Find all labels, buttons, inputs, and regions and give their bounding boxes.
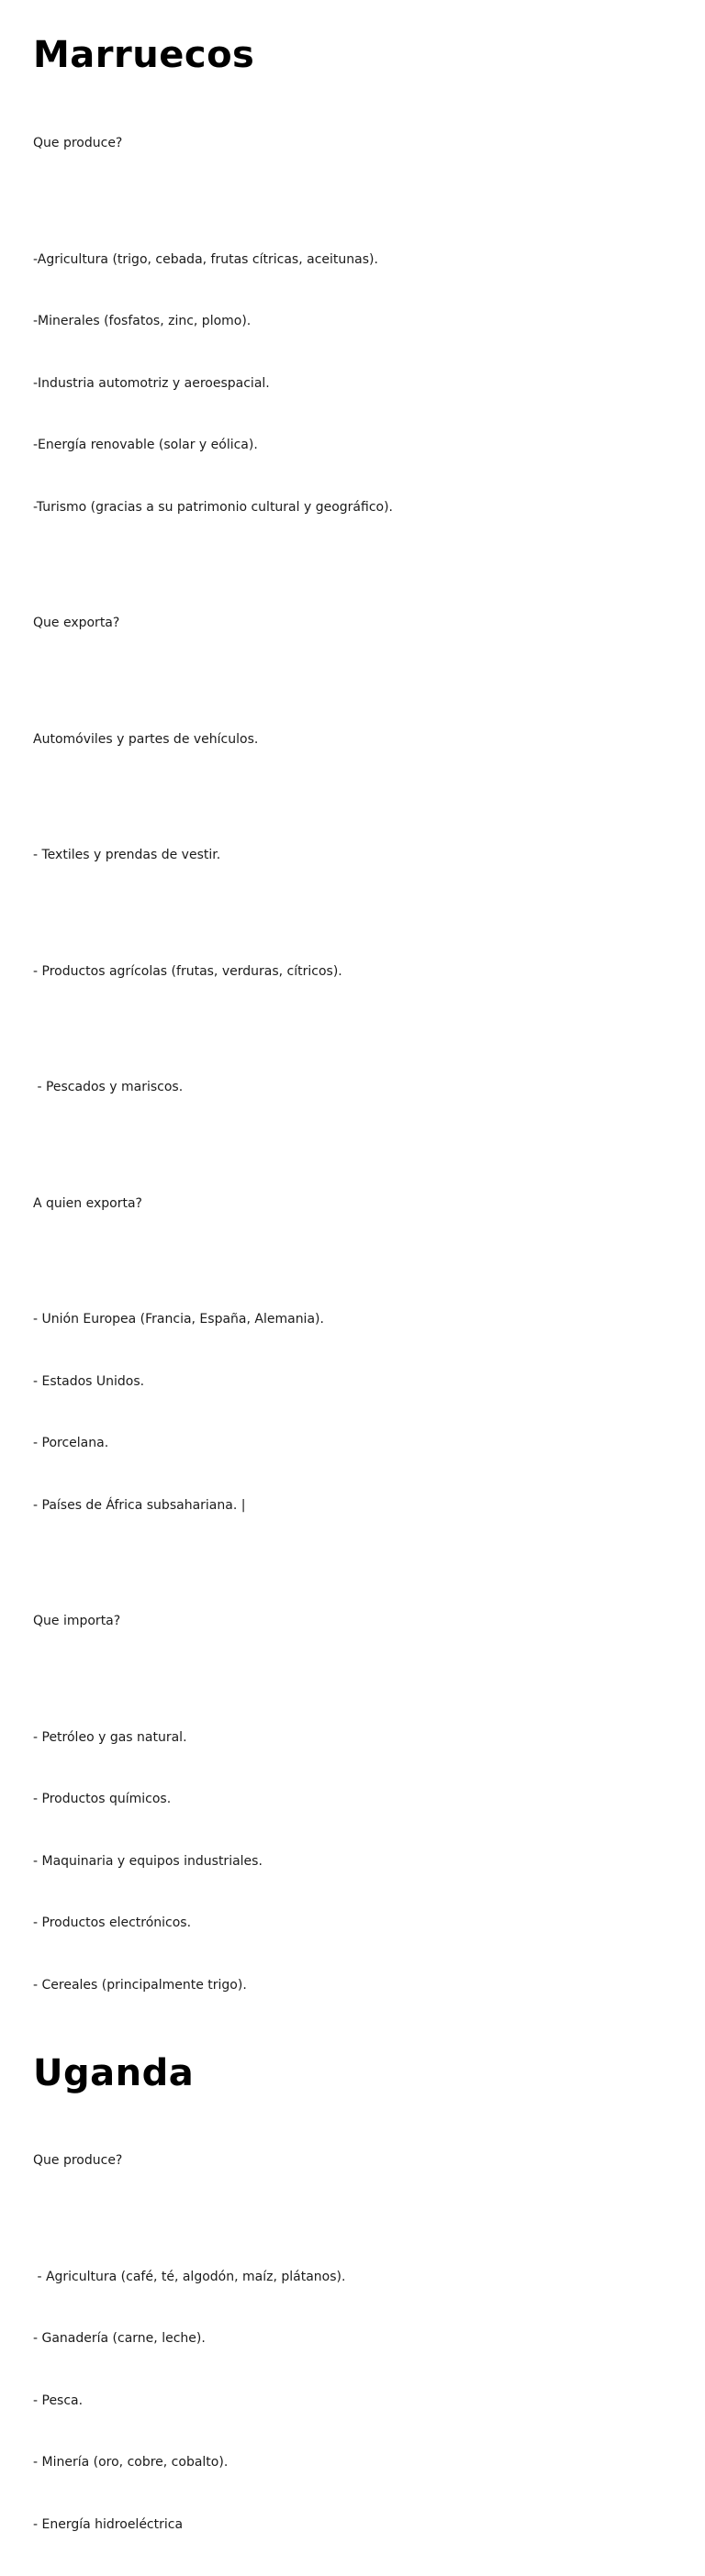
text-line: - Productos químicos. bbox=[33, 1789, 672, 1810]
paragraph bbox=[33, 1152, 672, 1256]
text-line: - Pescados y mariscos. bbox=[33, 1077, 672, 1098]
paragraph bbox=[33, 1686, 672, 2037]
text-line: -Agricultura (trigo, cebada, frutas cítricas, aceitunas). bbox=[33, 250, 672, 271]
document-page bbox=[0, 0, 705, 939]
text-line: Que produce? bbox=[33, 2150, 672, 2171]
text-line: A quien exporta? bbox=[33, 1194, 672, 1215]
text-line: Que exporta? bbox=[33, 613, 672, 634]
text-line: - Unión Europea (Francia, España, Alemania). bbox=[33, 1309, 672, 1330]
text-line: Que importa? bbox=[33, 1611, 672, 1632]
text-line: -Energía renovable (solar y eólica). bbox=[33, 435, 672, 456]
paragraph bbox=[33, 804, 672, 907]
paragraph bbox=[33, 1036, 672, 1139]
paragraph bbox=[33, 1570, 672, 1673]
text-line: - Productos electrónicos. bbox=[33, 1913, 672, 1934]
text-line: - Energía hidroeléctrica bbox=[33, 2515, 672, 2536]
text-line: Que produce? bbox=[33, 133, 672, 154]
text-line: -Turismo (gracias a su patrimonio cultural y geográfico). bbox=[33, 497, 672, 518]
text-line: - Productos agrícolas (frutas, verduras, cítricos). bbox=[33, 961, 672, 983]
paragraph bbox=[33, 2109, 672, 2213]
text-line: - Petróleo y gas natural. bbox=[33, 1727, 672, 1749]
paragraph bbox=[33, 1268, 672, 1557]
text-line: - Maquinaria y equipos industriales. bbox=[33, 1851, 672, 1872]
paragraph bbox=[33, 208, 672, 560]
paragraph bbox=[33, 2226, 672, 2576]
text-line: - Ganadería (carne, leche). bbox=[33, 2328, 672, 2349]
text-line: - Minería (oro, cobre, cobalto). bbox=[33, 2452, 672, 2473]
section-title-uganda: Uganda bbox=[33, 2051, 672, 2095]
paragraph bbox=[33, 920, 672, 1024]
paragraph bbox=[33, 688, 672, 792]
text-line: - Pesca. bbox=[33, 2391, 672, 2412]
text-line: -Minerales (fosfatos, zinc, plomo). bbox=[33, 311, 672, 332]
paragraph bbox=[33, 92, 672, 195]
text-line: - Países de África subsahariana. | bbox=[33, 1495, 672, 1516]
text-line: - Textiles y prendas de vestir. bbox=[33, 845, 672, 866]
section-title-marruecos: Marruecos bbox=[33, 0, 672, 77]
text-line: -Industria automotriz y aeroespacial. bbox=[33, 373, 672, 394]
paragraph bbox=[33, 572, 672, 675]
text-line: - Estados Unidos. bbox=[33, 1371, 672, 1393]
text-line: Automóviles y partes de vehículos. bbox=[33, 729, 672, 750]
text-line: - Agricultura (café, té, algodón, maíz, plátanos). bbox=[33, 2267, 672, 2288]
text-line: - Cereales (principalmente trigo). bbox=[33, 1975, 672, 1996]
text-line: - Porcelana. bbox=[33, 1433, 672, 1454]
